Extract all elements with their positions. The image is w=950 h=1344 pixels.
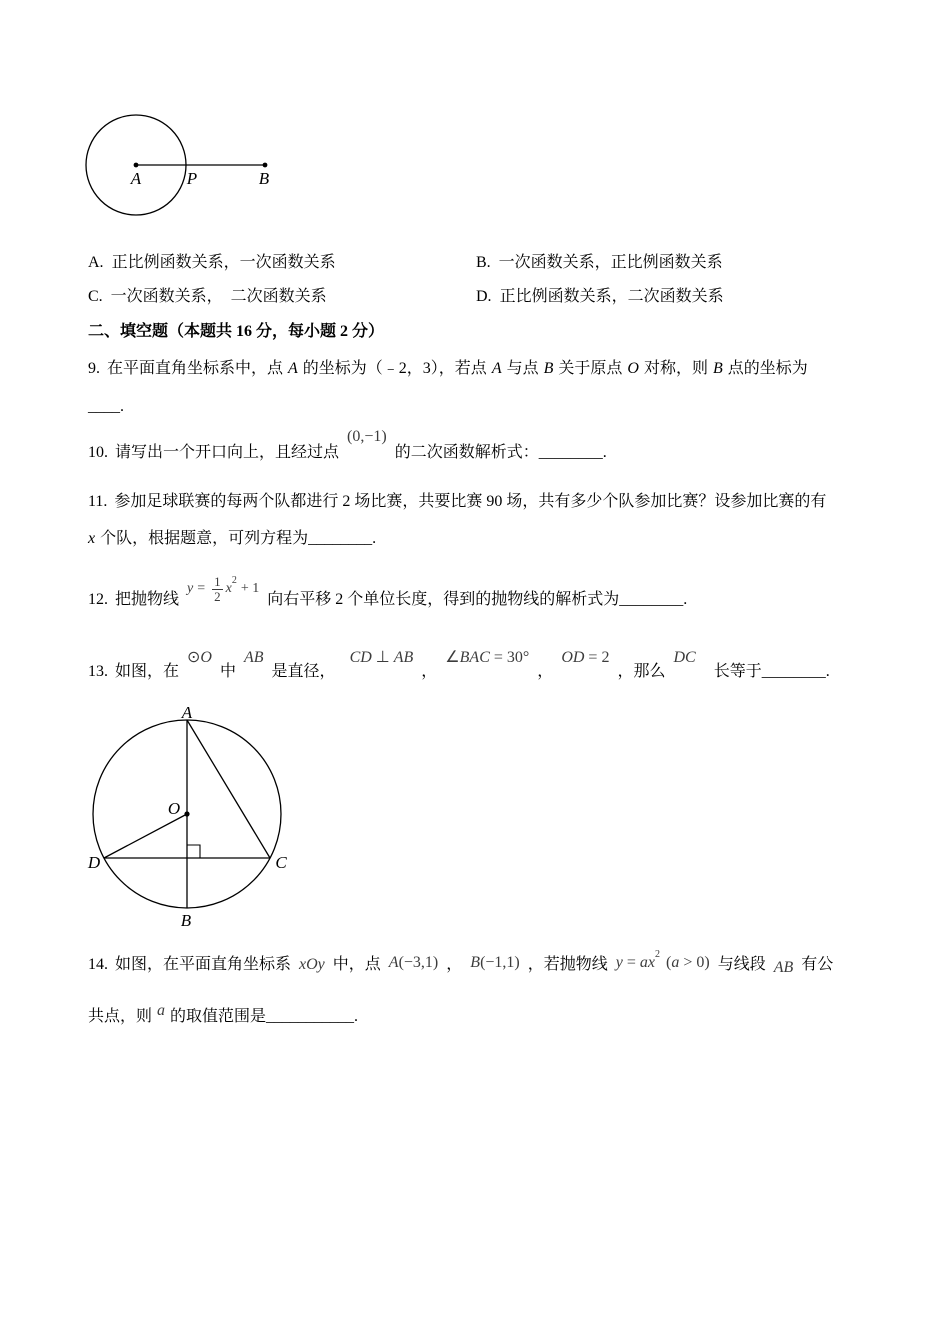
label-d: D	[87, 853, 101, 872]
q12-fraction-denominator: 2	[214, 588, 221, 604]
question-number: 14.	[88, 956, 108, 973]
option-d-letter: D.	[476, 288, 492, 305]
option-a	[88, 253, 336, 273]
q9-text-2: 的坐标为（﹣2，3），若点	[302, 360, 487, 377]
center-o-dot	[184, 811, 189, 816]
label-b: B	[180, 911, 192, 930]
q13-circle-name: O	[200, 649, 212, 666]
question-12	[88, 573, 688, 610]
label-p: P	[186, 169, 198, 188]
q13-perpendicular	[350, 648, 414, 668]
q9-text-3: 与点	[506, 360, 539, 377]
q13-circle-o	[187, 648, 212, 668]
option-c	[88, 287, 327, 307]
label-a: A	[181, 703, 193, 722]
q14-text-1: 如图，在平面直角坐标系	[115, 956, 292, 973]
q13-angle-name: BAC	[459, 649, 490, 666]
option-a-text: 正比例函数关系，一次函数关系	[111, 254, 336, 271]
radius-od	[104, 814, 187, 858]
q11-text-1: 参加足球联赛的每两个队都进行 2 场比赛，共要比赛 90 场，共有多少个队参加比赛？设参加比赛的有	[114, 493, 827, 510]
q12-text-1: 把抛物线	[115, 591, 180, 608]
q13-angle-value: 30°	[506, 649, 530, 666]
option-b-text: 一次函数关系，正比例函数关系	[498, 254, 723, 271]
label-c: C	[275, 853, 287, 872]
q14-segment-ab: AB	[773, 959, 794, 976]
q13-comma-1: ，	[421, 663, 438, 680]
q13-perp-ab: AB	[393, 649, 414, 666]
question-number: 9.	[88, 360, 100, 377]
q12-formula-y: y	[187, 581, 194, 596]
segment-ac	[187, 720, 270, 858]
question-number: 10.	[88, 444, 108, 461]
q13-circle-symbol: ⊙	[187, 649, 201, 666]
q9-text-4: 关于原点	[558, 360, 623, 377]
q11-var-x: x	[88, 530, 96, 547]
question-14-line-2	[88, 1002, 359, 1027]
q9-var-b-2: B	[712, 360, 723, 377]
q13-angle	[445, 648, 529, 668]
q10-text-2: 的二次函数解析式：________.	[394, 444, 607, 461]
question-number: 12.	[88, 591, 108, 608]
q14-condition-var: a	[671, 954, 680, 971]
q13-od-length	[561, 648, 609, 668]
q14-line2-text-1: 共点，则	[88, 1008, 153, 1025]
q12-formula-exponent: 2	[231, 575, 237, 586]
q14-formula-exponent: 2	[655, 949, 661, 960]
question-10	[88, 428, 607, 463]
q12-formula-tail: + 1	[240, 581, 260, 596]
point-b-dot	[263, 163, 268, 168]
option-c-text: 一次函数关系， 二次函数关系	[110, 288, 327, 305]
q14-plane-name: xOy	[299, 956, 325, 973]
q12-fraction-numerator: 1	[214, 573, 221, 589]
q14-text-2: 中，点	[332, 956, 381, 973]
q14-condition-open: (	[666, 954, 672, 971]
q14-text-5: 有公	[801, 956, 834, 973]
option-b	[476, 253, 723, 273]
q14-formula-ax: ax	[639, 954, 656, 971]
question-11-line-2	[88, 529, 376, 549]
q10-point: (0,−1)	[347, 428, 387, 445]
q14-point-a-name: A	[388, 954, 399, 971]
option-c-letter: C.	[88, 288, 103, 305]
q13-angle-eq: =	[493, 649, 503, 666]
q14-comma: ，	[446, 956, 463, 973]
q13-text-1: 如图，在	[115, 663, 180, 680]
q13-text-5: 长等于________.	[713, 663, 830, 680]
q10-text-1: 请写出一个开口向上，且经过点	[115, 444, 340, 461]
question-number: 11.	[88, 493, 108, 510]
question-9-line-1	[88, 359, 808, 379]
q14-condition-op: >	[683, 954, 693, 971]
q13-diameter: AB	[244, 649, 264, 666]
q13-dc: DC	[673, 649, 696, 666]
q12-formula-x: x	[225, 581, 232, 596]
q14-point-b	[470, 953, 519, 973]
q9-var-a: A	[288, 360, 298, 377]
label-o: O	[167, 799, 181, 818]
q13-od-name: OD	[561, 649, 585, 666]
q11-text-2: 个队，根据题意，可列方程为________.	[100, 530, 377, 547]
question-14-line-1	[88, 949, 834, 976]
q9-text-1: 在平面直角坐标系中，点	[107, 360, 284, 377]
q14-text-4: 与线段	[717, 956, 766, 973]
q9-var-a-2: A	[491, 360, 502, 377]
q9-text-5: 对称，则	[643, 360, 708, 377]
q13-od-value: 2	[601, 649, 610, 666]
q14-point-b-coords: (−1,1)	[480, 954, 520, 971]
q12-text-2: 向右平移 2 个单位长度，得到的抛物线的解析式为________.	[267, 591, 688, 608]
q13-perp-symbol: ⊥	[375, 649, 390, 666]
option-d	[476, 287, 724, 307]
question-13	[88, 649, 830, 682]
q14-formula-y: y	[615, 954, 623, 971]
question-11-line-1	[88, 492, 826, 512]
question-9-answer-blank: ____.	[88, 398, 124, 415]
q9-var-o: O	[627, 360, 639, 377]
q9-text-6: 点的坐标为	[727, 360, 808, 377]
label-b: B	[258, 169, 270, 188]
point-a-dot	[134, 163, 139, 168]
right-angle-mark	[187, 845, 200, 858]
q14-var-a: a	[157, 1002, 166, 1019]
q9-var-b: B	[543, 360, 554, 377]
label-a: A	[130, 169, 142, 188]
q12-formula-fraction	[212, 575, 223, 604]
q13-text-4: ，那么	[617, 663, 666, 680]
q14-point-a	[389, 953, 438, 973]
q14-condition-value: 0)	[696, 954, 710, 971]
q13-perp-cd: CD	[349, 649, 372, 666]
q14-formula-eq: =	[626, 954, 636, 971]
section-title: 二、填空题（本题共 16 分，每小题 2 分）	[88, 323, 385, 340]
option-b-letter: B.	[476, 254, 491, 271]
q13-text-2: 中	[219, 663, 236, 680]
q13-od-eq: =	[588, 649, 598, 666]
q13-comma-2: ，	[537, 663, 554, 680]
q13-angle-symbol: ∠	[445, 649, 460, 666]
q12-parabola-formula	[187, 573, 260, 604]
option-d-text: 正比例函数关系，二次函数关系	[499, 288, 724, 305]
option-a-letter: A.	[88, 254, 104, 271]
q12-formula-eq: =	[197, 581, 206, 596]
q14-line2-text-2: 的取值范围是___________.	[170, 1008, 359, 1025]
figure-circle-segment	[80, 108, 280, 223]
question-number: 13.	[88, 663, 108, 680]
q14-point-a-coords: (−3,1)	[398, 954, 439, 971]
q14-parabola-formula	[615, 949, 710, 973]
q14-text-3: ，若抛物线	[527, 956, 608, 973]
q13-text-3: 是直径，	[271, 663, 336, 680]
q14-point-b-name: B	[470, 954, 481, 971]
figure-circle-diameter-chord	[80, 698, 295, 933]
